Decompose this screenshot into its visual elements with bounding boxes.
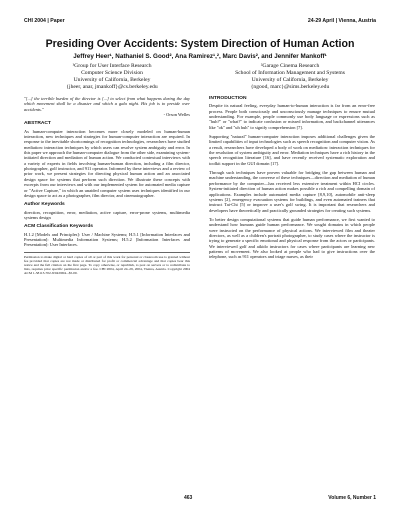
- volume-label: Volume 6, Number 1: [328, 495, 376, 501]
- intro-paragraph-3: Through such techniques have proven valuable for bridging the gap between human and machine understanding, the converse of these techniques—direction and mediation of human performance by the computer—has received less extensive treatment within HCI circles. System-initiated direction of human action makes possible a rich and compelling domain of applications. Examples include automated media capture [8,9,10], automobile anti-sleep systems [2], emergency evacuation systems for buildings, and even automated trainers that instruct Tai-Chi [5] or improve a user's golf swing. It is important that researchers and developers have theoretically and practically grounded strategies for creating such systems.: [209, 170, 375, 213]
- acm-text: H.1.2 [Models and Principles]: User / Machine Systems; H.5.1 [Information Interfaces and Presentation]: Multimedia Information Systems; H.5.2 [Information Interfaces and Presentation]: User Interfaces.: [24, 231, 190, 248]
- left-column: [24, 96, 190, 276]
- introduction-heading: INTRODUCTION: [209, 96, 247, 101]
- intro-paragraph-2: Supporting "natural" human-computer interaction imposes additional challenges given the limited capabilities of input technologies such as speech recognition and computer vision. As a result, researchers have developed a body of work on mediation: interaction techniques for the resolution of system ambiguity and error. Mediation techniques have a rich history in the speech recognition literature [16], and have recently received systematic exploration and toolkit support in the GUI domain [17].: [209, 134, 375, 166]
- keywords-text: direction, recognition, error, mediation, active capture, error-prone systems, multimedia systems design: [24, 209, 190, 220]
- page-footer: [24, 495, 376, 505]
- keywords-heading: Author Keywords: [24, 202, 65, 208]
- abstract-heading: ABSTRACT: [24, 121, 51, 127]
- permission-notice: Permission to make digital or hard copies of all or part of this work for personal or classroom use is granted without fee provided that copies are not made or distributed for profit or commercial advantage and that copies bear this notice and the full citation on the first page. To copy otherwise, or republish, to post on servers or to redistribute to lists, requires prior specific permission and/or a fee. CHI 2004, April 24–29, 2004, Vienna, Austria. Copyright 2004 ACM 1-58113-702-8/04/0004...$5.00.: [24, 252, 190, 276]
- abstract-text: As human-computer interaction becomes more closely modeled on human-human interaction, new techniques and strategies for human-computer interaction are required. In response to the inevitable shortcomings of recognition technologies, researchers have studied mediation: interaction techniques by which users can resolve system ambiguity and error. In this paper we approach the human-computer dialogue from the other side, examining system-initiated direction and mediation of human action. We conducted contextual interviews with a variety of experts in fields involving human-human direction, including a film director, photographer, golf instructor, and 911 operator. Informed by these interviews and a review of prior work, we present strategies for directing physical human action and an associated design space for systems that perform such direction. We illustrate these concepts with excerpts from our interviews and with our implemented system for automated media capture or "Active Capture," in which an unaided computer system uses techniques identified in our design space to act as a photographer, film director, and cinematographer.: [24, 128, 190, 198]
- header-left: CHI 2004 | Paper: [24, 18, 65, 24]
- right-column: [209, 96, 375, 264]
- running-header: [24, 18, 376, 28]
- author-list: Jeffrey Heer¹, Nathaniel S. Good², Ana Ramirez¹,², Marc Davis², and Jennifer Mankoff¹: [73, 53, 327, 60]
- affiliation-2: ²Garage Cinema Research School of Information Management and Systems University of California, Berkeley {ngood, marc}@sims.berkeley.edu: [235, 63, 345, 90]
- page-number: 463: [184, 495, 193, 501]
- affiliation-1: ¹Group for User Interface Research Computer Science Division University of California, Berkeley {jheer, anar, jmankoff}@cs.berkeley.edu: [66, 63, 158, 90]
- intro-paragraph-1: Despite its natural feeling, everyday human-to-human interaction is far from an error-free process. People both consciously and unconsciously manage techniques to ensure mutual understanding. For example, people commonly use body language or expressions such as "huh?" or "what?" to indicate confusion or missed information, and backchannel utterances like "ok" and "uh huh" to signify comprehension [7].: [209, 103, 375, 130]
- header-right: 24-29 April | Vienna, Austria: [307, 18, 376, 24]
- paper-title: Presiding Over Accidents: System Direction of Human Action: [45, 38, 355, 50]
- epigraph: "[...] the terrible burden of the director is [...] to select from what happens during the day which movement shall be a disaster and which a gala night. His job is to preside over accidents.": [24, 96, 190, 112]
- acm-heading: ACM Classification Keywords: [24, 224, 94, 230]
- epigraph-attribution: - Orson Welles: [163, 112, 190, 118]
- intro-paragraph-4: To better design computational systems that guide human performance, we first wanted to understand how humans guide human performance. We sought domains in which people were instructed on the performance of physical actions. We interviewed film and theater directors, as well as a children's portrait photographer, to study cases where the instructor is trying to generate a specific emotional and physical response from the actors or participants. We interviewed golf and aikido instructors for cases where participants are learning new patterns of movement. We also looked at people who had to give instructions over the telephone, such as 911 operators and triage nurses, as their: [209, 216, 375, 260]
